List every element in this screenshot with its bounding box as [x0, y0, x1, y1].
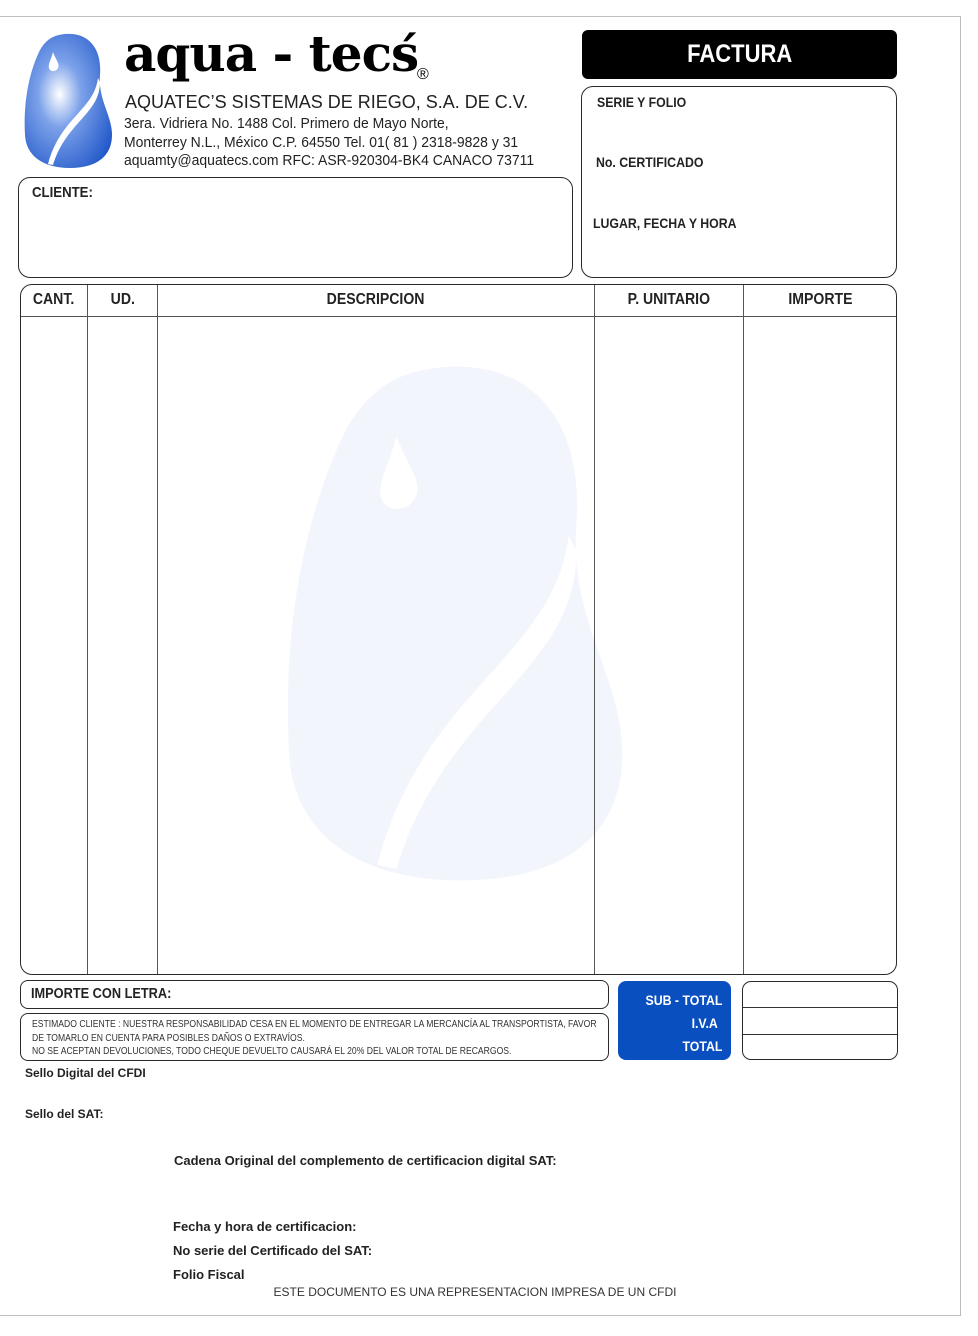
- contact-line: aquamty@aquatecs.com RFC: ASR-920304-BK4 CANACO 73711: [124, 152, 535, 169]
- column-header-cant: [21, 289, 87, 311]
- totals-divider: [743, 1007, 897, 1008]
- iva-label: I.V.A: [691, 1015, 718, 1031]
- totals-divider: [743, 1034, 897, 1035]
- certificado-label: No. CERTIFICADO: [596, 154, 704, 170]
- total-label: TOTAL: [682, 1038, 722, 1054]
- table-header-divider: [21, 316, 896, 317]
- items-table: [20, 284, 897, 975]
- column-header-ud: [88, 289, 157, 311]
- cliente-label: CLIENTE:: [32, 184, 93, 201]
- address-line: 3era. Vidriera No. 1488 Col. Primero de Mayo Norte,: [124, 115, 449, 132]
- folio-fiscal-label: Folio Fiscal: [173, 1267, 245, 1282]
- cadena-original-label: Cadena Original del complemento de certificacion digital SAT:: [174, 1153, 557, 1168]
- serie-folio-label: SERIE Y FOLIO: [597, 94, 687, 110]
- brand-logo-text: aqua - tecś: [124, 24, 419, 83]
- disclaimer-line: NO SE ACEPTAN DEVOLUCIONES, TODO CHEQUE DEVUELTO CAUSARÁ EL 20% DEL VALOR TOTAL DE RECARGOS.: [32, 1045, 512, 1057]
- column-divider: [743, 285, 744, 974]
- legal-note: ESTE DOCUMENTO ES UNA REPRESENTACION IMPRESA DE UN CFDI: [273, 1285, 677, 1299]
- column-divider: [157, 285, 158, 974]
- column-header-importe: [744, 289, 896, 311]
- column-header-text: CANT.: [33, 291, 75, 308]
- column-divider: [594, 285, 595, 974]
- column-header-p-unitario: [595, 289, 743, 311]
- document-title: [582, 30, 897, 79]
- disclaimer-line: DE TOMARLO EN CUENTA PARA POSIBLES DAÑOS O EXTRAVÍOS.: [32, 1032, 305, 1044]
- column-divider: [87, 285, 88, 974]
- importe-con-letra-label: IMPORTE CON LETRA:: [31, 986, 172, 1002]
- subtotal-label: SUB - TOTAL: [645, 992, 722, 1008]
- sello-sat-label: Sello del SAT:: [25, 1107, 104, 1121]
- column-header-text: P. UNITARIO: [627, 291, 711, 308]
- invoice-info-box: [581, 86, 897, 278]
- lugar-fecha-label: LUGAR, FECHA Y HORA: [593, 215, 737, 231]
- page-border-bottom: [0, 1315, 961, 1316]
- document-title-text: FACTURA: [686, 40, 793, 68]
- column-header-text: DESCRIPCION: [327, 291, 425, 308]
- no-serie-certificado-label: No serie del Certificado del SAT:: [173, 1243, 373, 1258]
- company-name: AQUATEC’S SISTEMAS DE RIEGO, S.A. DE C.V.: [125, 92, 529, 112]
- sello-digital-label: Sello Digital del CFDI: [25, 1066, 146, 1080]
- page-border-top: [0, 16, 961, 17]
- cliente-box: [18, 177, 573, 278]
- column-header-text: IMPORTE: [787, 291, 853, 308]
- totals-values-box: [742, 981, 898, 1060]
- disclaimer-line: ESTIMADO CLIENTE : NUESTRA RESPONSABILIDAD CESA EN EL MOMENTO DE ENTREGAR LA MERCANCÍA AL TRANSPORTISTA, FAVOR: [32, 1018, 597, 1030]
- address-line: Monterrey N.L., México C.P. 64550 Tel. 01( 81 ) 2318-9828 y 31: [124, 134, 519, 151]
- page-border-right: [960, 16, 961, 1316]
- column-header-descripcion: [158, 289, 594, 311]
- registered-mark: ®: [417, 66, 429, 83]
- fecha-certificacion-label: Fecha y hora de certificacion:: [173, 1219, 357, 1234]
- column-header-text: UD.: [110, 291, 135, 308]
- water-drop-icon: [20, 30, 114, 170]
